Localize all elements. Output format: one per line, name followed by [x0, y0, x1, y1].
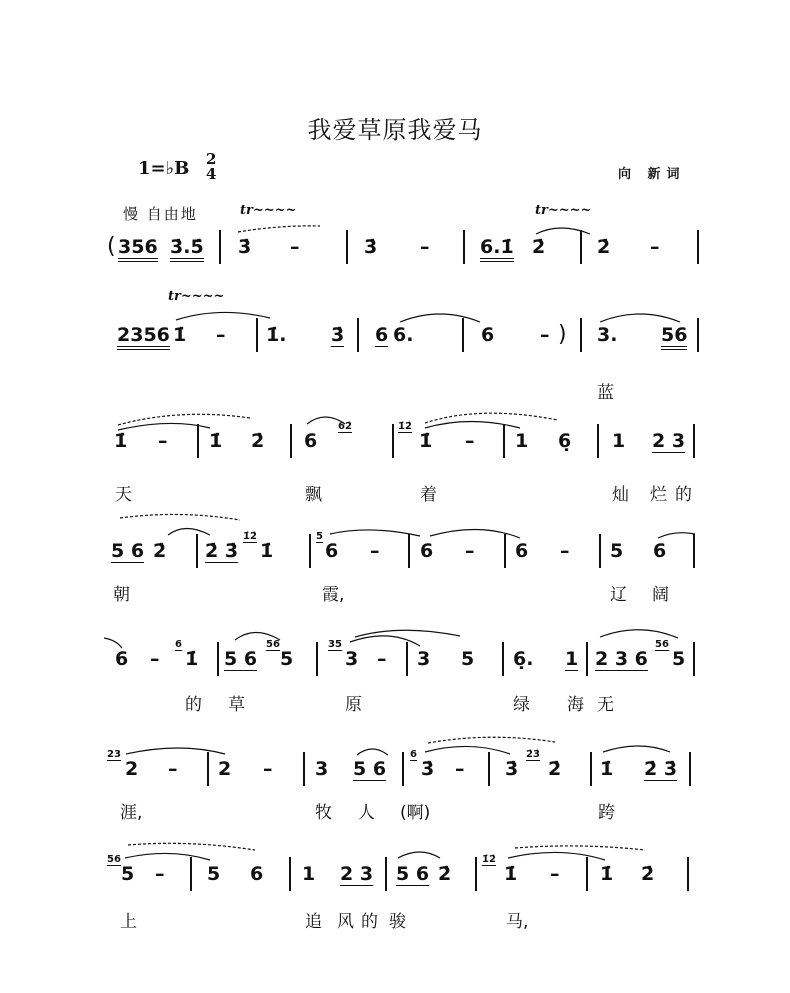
note: 6 [250, 863, 264, 885]
note: 2 [218, 758, 232, 780]
note: 5 6 [111, 540, 145, 562]
grace-note: 1̇2̇ [482, 854, 496, 865]
barline [599, 534, 601, 568]
barline [590, 752, 592, 786]
note: – [216, 324, 226, 346]
lyric: 烂 [650, 485, 667, 505]
grace-note: 23 [107, 749, 121, 760]
note: 2̇ [251, 430, 265, 452]
note: 3 [345, 648, 359, 670]
slur [104, 638, 122, 648]
note: 1̇ [504, 863, 518, 885]
barline [693, 534, 695, 568]
slur [238, 226, 320, 232]
grace-note: 56 [266, 639, 280, 650]
slur [126, 748, 225, 754]
note: – [455, 758, 465, 780]
note: 5 6 [353, 758, 387, 780]
grace-note: 56 [655, 639, 669, 650]
slur [168, 529, 210, 536]
note: 1̇ [419, 430, 433, 452]
lyric: 无 [597, 695, 614, 715]
note: 2356 [117, 324, 170, 350]
note: 3̇ [238, 236, 252, 258]
note: – [290, 236, 300, 258]
note: 5 [672, 648, 686, 670]
barline [504, 534, 506, 568]
note: 1̇ [600, 863, 614, 885]
barline [289, 857, 291, 891]
grace-note: 6 [175, 639, 182, 650]
slur [425, 413, 558, 423]
lyric: 辽 [610, 585, 627, 605]
grace-note: 1̇2̇ [398, 421, 412, 432]
note: 3̇ [505, 758, 519, 780]
barline [503, 424, 505, 458]
lyric: 绿 [513, 695, 530, 715]
note: 5 [280, 648, 294, 670]
barline [488, 752, 490, 786]
barline [580, 230, 582, 264]
lyric: 蓝 [597, 383, 614, 403]
barline [697, 230, 699, 264]
note: – [420, 236, 430, 258]
note: 6̣ [558, 430, 572, 452]
note: – [370, 540, 380, 562]
slur [400, 314, 480, 322]
lyric: 上 [120, 912, 137, 932]
barline [406, 642, 408, 676]
barline [357, 318, 359, 352]
note: 1̇ [185, 648, 199, 670]
slur [125, 853, 210, 860]
note: 2̇ 3̇ [644, 758, 678, 780]
lyric: 跨 [598, 803, 615, 823]
note: 2 3 [340, 863, 374, 885]
barline [309, 534, 311, 568]
lyric: 的 [185, 695, 202, 715]
trill-mark: tr~~~~ [240, 203, 297, 218]
slur [536, 228, 590, 234]
repeat-paren: ) [558, 322, 567, 347]
note: 3̇ [421, 758, 435, 780]
lyric: 原 [345, 695, 362, 715]
grace-note: 5 [316, 531, 323, 542]
lyric: 飘 [305, 485, 322, 505]
slur [350, 636, 420, 646]
slur [428, 737, 555, 743]
slur [600, 314, 680, 322]
barline [502, 642, 504, 676]
barline [693, 642, 695, 676]
note: 6 [653, 540, 667, 562]
note: 1 [302, 863, 316, 885]
note: 3̇.5̇ [170, 236, 204, 262]
note: – [155, 863, 165, 885]
lyric: 灿 [612, 485, 629, 505]
note: 5 [207, 863, 221, 885]
note: 5 [461, 648, 475, 670]
lyric: 草 [228, 695, 245, 715]
barline [475, 857, 477, 891]
note: 6 [375, 324, 389, 346]
note: 6 [115, 648, 129, 670]
key-signature: 1=♭B [138, 158, 190, 179]
lyric: 涯, [120, 803, 143, 823]
barline [402, 752, 404, 786]
note: 2̇ [438, 863, 452, 885]
slur [357, 749, 388, 755]
note: 2̇ [153, 540, 167, 562]
barline [687, 857, 689, 891]
slur [600, 630, 678, 638]
barline [693, 424, 695, 458]
grace-note: 2̇3̇ [526, 749, 540, 760]
note: – [377, 648, 387, 670]
note: 2 3 6 [595, 648, 648, 670]
lyric: 阔 [652, 585, 669, 605]
note: 1̇ [209, 430, 223, 452]
slur [355, 630, 460, 637]
barline [207, 752, 209, 786]
grace-note: 35 [328, 639, 342, 650]
lyric: 天 [115, 485, 132, 505]
barline [197, 424, 199, 458]
slur [430, 529, 520, 538]
note: – [465, 430, 475, 452]
repeat-paren: ( [107, 234, 116, 259]
note: 1̇ [114, 430, 128, 452]
note: 5 6 [396, 863, 430, 885]
lyric: 海 [567, 695, 584, 715]
note: 56 [661, 324, 687, 350]
note: 1̇. [266, 324, 287, 346]
note: – [158, 430, 168, 452]
note: 2̇ [548, 758, 562, 780]
note: – [465, 540, 475, 562]
slur [515, 846, 645, 850]
barline [196, 534, 198, 568]
note: 1̇ [260, 540, 274, 562]
note: 3. [597, 324, 618, 346]
note: – [550, 863, 560, 885]
slur [508, 852, 605, 860]
note: 6 [420, 540, 434, 562]
note: 3 [417, 648, 431, 670]
note: 1 [612, 430, 626, 452]
trill-mark: tr~~~~ [535, 203, 592, 218]
note: 6. [393, 324, 414, 346]
lyric: 风 [337, 912, 354, 932]
barline [586, 642, 588, 676]
note: 1 [515, 430, 529, 452]
lyric: 牧 [315, 803, 332, 823]
slur [603, 746, 670, 752]
note: 2 3 [652, 430, 686, 452]
grace-note: 1̇2̇ [243, 531, 257, 542]
note: 3 [315, 758, 329, 780]
slur [425, 746, 510, 754]
note: 5 [610, 540, 624, 562]
song-title: 我爱草原我爱马 [307, 116, 483, 144]
lyric: 霞, [322, 585, 345, 605]
lyric: 人 [358, 803, 375, 823]
lyric: 的 [675, 485, 692, 505]
meter-bottom: 4 [206, 165, 217, 183]
note: 6.1̇ [480, 236, 514, 262]
note: 3̇ [331, 324, 345, 346]
barline [346, 230, 348, 264]
note: 2 [125, 758, 139, 780]
barline [392, 424, 394, 458]
note: 6 [304, 430, 318, 452]
note: 2̇ 3̇ [205, 540, 239, 562]
note: – [560, 540, 570, 562]
slur [120, 514, 240, 520]
note: 6 [325, 540, 339, 562]
tempo-marking: 慢 自由地 [123, 205, 198, 223]
barline [303, 752, 305, 786]
trill-mark: tr~~~~ [168, 289, 225, 304]
note: – [540, 324, 550, 346]
barline [290, 424, 292, 458]
note: 356 [118, 236, 158, 262]
barline [385, 857, 387, 891]
barline [462, 318, 464, 352]
note: 1̇ [173, 324, 187, 346]
note: – [150, 648, 160, 670]
barline [190, 857, 192, 891]
note: 6 [515, 540, 529, 562]
lyricist-credit: 向 新词 [618, 167, 686, 182]
slur [425, 422, 520, 429]
lyric: 骏 [389, 912, 406, 932]
barline [219, 230, 221, 264]
note: – [263, 758, 273, 780]
note: 2̇ [532, 236, 546, 258]
barline [217, 642, 219, 676]
note: 6 [481, 324, 495, 346]
slur [330, 530, 420, 536]
lyric: (啊) [400, 803, 431, 823]
slur [658, 533, 695, 538]
barline [580, 318, 582, 352]
lyric: 马, [506, 912, 529, 932]
note: 1 [565, 648, 579, 670]
barline [597, 424, 599, 458]
barline [586, 857, 588, 891]
grace-note: 56 [107, 854, 121, 865]
note: 5 [121, 863, 135, 885]
note: 2̇ [597, 236, 611, 258]
barline [316, 642, 318, 676]
note: 5 6 [224, 648, 258, 670]
meter-top: 2 [206, 150, 217, 168]
slur [398, 852, 440, 858]
note: 3̇ [364, 236, 378, 258]
note: 2̇ [641, 863, 655, 885]
lyric: 追 [305, 912, 322, 932]
note: 6̣. [513, 648, 534, 670]
grace-note: 6 [410, 749, 417, 760]
barline [256, 318, 258, 352]
barline [697, 318, 699, 352]
grace-note: 62̇ [338, 421, 352, 432]
lyric: 朝 [113, 585, 130, 605]
barline [689, 752, 691, 786]
lyric: 的 [361, 912, 378, 932]
barline [408, 534, 410, 568]
slur [128, 843, 255, 850]
barline [463, 230, 465, 264]
note: – [168, 758, 178, 780]
lyric: 着 [420, 485, 437, 505]
note: – [650, 236, 660, 258]
note: 1̇ [600, 758, 614, 780]
